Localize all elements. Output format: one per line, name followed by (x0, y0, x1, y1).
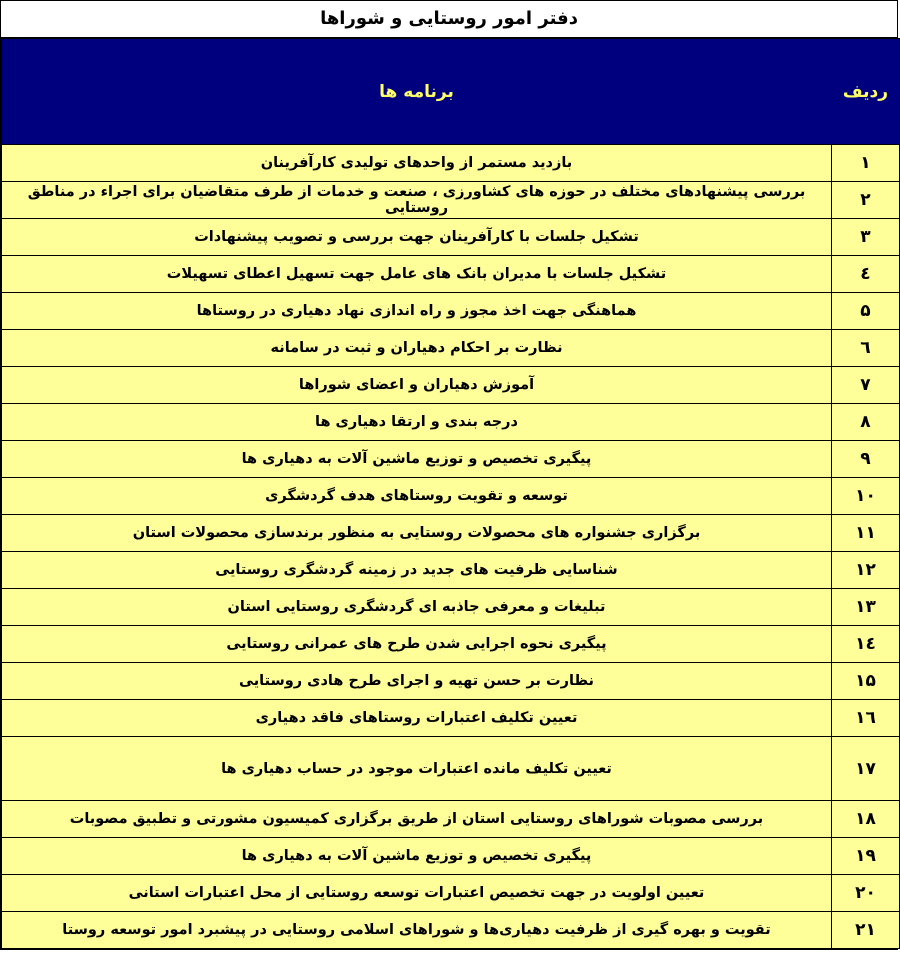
table-row (2, 293, 900, 330)
row-number: ۱ (832, 145, 900, 182)
header-programs: برنامه ها (2, 39, 832, 145)
programs-table (1, 38, 900, 949)
row-number: ۲۱ (832, 912, 900, 949)
program-text: هماهنگی جهت اخذ مجوز و راه اندازی نهاد دهیاری در روستاها (2, 293, 832, 330)
row-number: ۳ (832, 219, 900, 256)
program-text: بازدید مستمر از واحدهای تولیدی کارآفرینان (2, 145, 832, 182)
header-row (2, 39, 900, 145)
table-row (2, 663, 900, 700)
program-text: تعیین تکلیف اعتبارات روستاهای فاقد دهیاری (2, 700, 832, 737)
table-row (2, 404, 900, 441)
table-row (2, 441, 900, 478)
row-number: ۹ (832, 441, 900, 478)
program-text: پیگیری تخصیص و توزیع ماشین آلات به دهیاری ها (2, 441, 832, 478)
row-number: ۱۳ (832, 589, 900, 626)
table-row (2, 182, 900, 219)
table-row (2, 219, 900, 256)
row-number: ۱٤ (832, 626, 900, 663)
program-text: پیگیری نحوه اجرایی شدن طرح های عمرانی روستایی (2, 626, 832, 663)
table-row (2, 737, 900, 801)
table-row (2, 912, 900, 949)
row-number: ٦ (832, 330, 900, 367)
table-row (2, 256, 900, 293)
program-text: نظارت بر احکام دهیاران و ثبت در سامانه (2, 330, 832, 367)
table-body (2, 145, 900, 949)
table-row (2, 700, 900, 737)
program-text: برگزاری جشنواره های محصولات روستایی به منظور برندسازی محصولات استان (2, 515, 832, 552)
program-text: پیگیری تخصیص و توزیع ماشین آلات به دهیاری ها (2, 838, 832, 875)
table-row (2, 367, 900, 404)
program-text: تقویت و بهره گیری از ظرفیت دهیاری‌ها و شوراهای اسلامی روستایی در پیشبرد امور توسعه روستا (2, 912, 832, 949)
header-radif: ردیف (832, 39, 900, 145)
row-number: ۱٦ (832, 700, 900, 737)
program-text: آموزش دهیاران و اعضای شوراها (2, 367, 832, 404)
row-number: ۲۰ (832, 875, 900, 912)
table-row (2, 145, 900, 182)
table-row (2, 801, 900, 838)
program-text: درجه بندی و ارتقا دهیاری ها (2, 404, 832, 441)
row-number: ۲ (832, 182, 900, 219)
program-text: تبلیغات و معرفی جاذبه ای گردشگری روستایی استان (2, 589, 832, 626)
program-text: تعیین تکلیف مانده اعتبارات موجود در حساب دهیاری ها (2, 737, 832, 801)
sheet-title: دفتر امور روستایی و شوراها (1, 1, 897, 38)
program-text: تشکیل جلسات با کارآفرینان جهت بررسی و تصویب پیشنهادات (2, 219, 832, 256)
program-text: بررسی پیشنهادهای مختلف در حوزه های کشاورزی ، صنعت و خدمات از طرف متقاضیان برای اجراء در مناطق روستایی (2, 182, 832, 219)
table-row (2, 838, 900, 875)
row-number: ٤ (832, 256, 900, 293)
row-number: ۱۷ (832, 737, 900, 801)
row-number: ۱۸ (832, 801, 900, 838)
row-number: ۱۵ (832, 663, 900, 700)
program-text: بررسی مصوبات شوراهای روستایی استان از طریق برگزاری کمیسیون مشورتی و تطبیق مصوبات (2, 801, 832, 838)
program-text: تشکیل جلسات با مدیران بانک های عامل جهت تسهیل اعطای تسهیلات (2, 256, 832, 293)
row-number: ۸ (832, 404, 900, 441)
table-row (2, 626, 900, 663)
row-number: ۱۲ (832, 552, 900, 589)
program-text: توسعه و تقویت روستاهای هدف گردشگری (2, 478, 832, 515)
table-row (2, 875, 900, 912)
row-number: ۷ (832, 367, 900, 404)
table-row (2, 515, 900, 552)
row-number: ۱۱ (832, 515, 900, 552)
row-number: ۱۰ (832, 478, 900, 515)
program-text: نظارت بر حسن تهیه و اجرای طرح هادی روستایی (2, 663, 832, 700)
row-number: ۵ (832, 293, 900, 330)
program-text: تعیین اولویت در جهت تخصیص اعتبارات توسعه روستایی از محل اعتبارات استانی (2, 875, 832, 912)
table-row (2, 552, 900, 589)
table-row (2, 330, 900, 367)
table-row (2, 589, 900, 626)
row-number: ۱۹ (832, 838, 900, 875)
program-text: شناسایی ظرفیت های جدید در زمینه گردشگری روستایی (2, 552, 832, 589)
table-row (2, 478, 900, 515)
